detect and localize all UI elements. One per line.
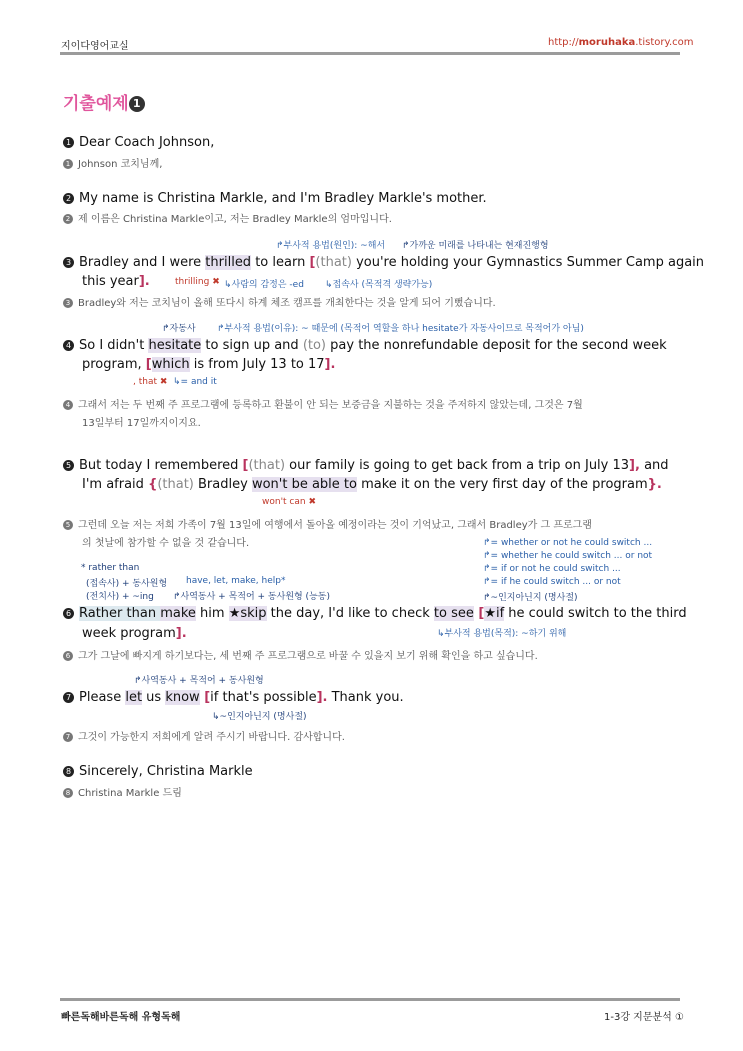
s4-note-reason: ↱부사적 용법(이유): ~ 때문에 (목적어 역할을 하나 hesitate가 자동사이므로 목적어가 아님) [217,324,584,334]
s6-note-if-1: ↱= if or not he could switch ... [483,564,621,574]
s6-note-whether-2: ↱= whether he could switch ... or not [483,551,653,561]
number-1-icon: 1 [63,137,74,148]
s6-note-prep: (전치사) + ~ing [86,592,154,602]
sentence-1-ko: 1 Johnson 코치님께, [63,155,162,170]
number-8-small-icon: 8 [63,788,73,798]
wrong-mark-icon: ✖ [159,377,168,387]
s7-note-causative: ↱사역동사 + 목적어 + 동사원형 [134,676,264,686]
s3-note-emotion: ↳사람의 감정은 -ed [224,280,304,290]
s3-note-thrilling: thrilling ✖ [175,277,220,287]
footer-rule [60,998,680,1001]
wrong-mark-icon: ✖ [308,497,317,507]
sentence-6-en-line2: week program]. [82,626,187,641]
number-badge-icon: 1 [129,96,145,112]
sentence-2-ko: 2 제 이름은 Christina Markle이고, 저는 Bradley Markle의 엄마입니다. [63,210,392,225]
s6-note-causative-verbs: have, let, make, help* [186,576,286,586]
header-rule [60,52,680,55]
footer-book-title: 빠른독해바른독해 유형독해 [61,1012,181,1023]
sentence-7-en: 7 Please let us know [if that's possible]. Thank you. [63,690,404,705]
number-5-icon: 5 [63,460,74,471]
number-4-small-icon: 4 [63,400,73,410]
sentence-7-ko: 7 그것이 가능한지 저희에게 알려 주시기 바랍니다. 감사합니다. [63,728,345,743]
s4-note-that: , that ✖ [133,377,168,387]
s3-note-conj: ↳접속사 (목적격 생략가능) [325,280,433,290]
s3-note-cause: ↱부사적 용법(원인): ~해서 [276,241,386,251]
sentence-1-en: 1 Dear Coach Johnson, [63,135,214,150]
number-6-small-icon: 6 [63,651,73,661]
number-4-icon: 4 [63,340,74,351]
s6-note-whether-1: ↱= whether or not he could switch ... [483,538,653,548]
sentence-3-en-line2: this year]. [82,274,150,289]
number-7-icon: 7 [63,692,74,703]
number-5-small-icon: 5 [63,520,73,530]
s4-note-intrans: ↱자동사 [162,324,196,334]
header-url[interactable]: http://moruhaka.tistory.com [548,37,694,48]
sentence-4-ko-line1: 4 그래서 저는 두 번째 주 프로그램에 등록하고 환불이 안 되는 보증금을 지불하는 것을 주저하지 않았는데, 그것은 7월 [63,396,583,411]
s6-note-rather-than: * rather than [81,563,140,573]
number-1-small-icon: 1 [63,159,73,169]
sentence-8-ko: 8 Christina Markle 드림 [63,784,182,799]
s4-note-and: ↳= and it [173,377,217,387]
number-3-icon: 3 [63,257,74,268]
number-3-small-icon: 3 [63,298,73,308]
sentence-3-en-line1: 3 Bradley and I were thrilled to learn [(that) you're holding your Gymnastics Summer Camp again [63,255,704,270]
sentence-8-en: 8 Sincerely, Christina Markle [63,764,253,779]
sentence-6-en-line1: 6 Rather than make him ★skip the day, I'd like to check to see [★if he could switch to the third [63,606,687,621]
sentence-5-en-line2: I'm afraid {(that) Bradley won't be able to make it on the very first day of the program}. [82,477,662,492]
s7-note-noun-clause: ↳~인지아닌지 (명사절) [212,712,307,722]
sentence-4-en-line2: program, [which is from July 13 to 17]. [82,357,336,372]
sentence-3-ko: 3 Bradley와 저는 코치님이 올해 또다시 하계 체조 캠프를 개최한다는 것을 알게 되어 기뻤습니다. [63,294,496,309]
sentence-2-en: 2 My name is Christina Markle, and I'm Bradley Markle's mother. [63,191,487,206]
sentence-4-en-line1: 4 So I didn't hesitate to sign up and (to) pay the nonrefundable deposit for the second week [63,338,667,353]
s6-note-noun-clause: ↱~인지아닌지 (명사절) [483,593,578,603]
footer-lesson: 1-3강 지문분석 ① [604,1012,684,1023]
s3-note-future: ↱가까운 미래를 나타내는 현재진행형 [402,241,549,251]
s5-note-wont: won't can ✖ [262,497,317,507]
sentence-4-ko-line2: 13일부터 17일까지이지요. [82,418,201,429]
sentence-6-ko: 6 그가 그날에 빠지게 하기보다는, 세 번째 주 프로그램으로 바꿀 수 있을지 보기 위해 확인을 하고 싶습니다. [63,647,538,662]
number-2-icon: 2 [63,193,74,204]
page-title: 기출예제 1 [63,89,145,114]
s6-note-purpose: ↳부사적 용법(목적): ~하기 위해 [437,629,567,639]
number-7-small-icon: 7 [63,732,73,742]
number-8-icon: 8 [63,766,74,777]
sentence-5-ko-line2: 의 첫날에 참가할 수 없을 것 같습니다. [82,538,250,549]
number-2-small-icon: 2 [63,214,73,224]
s6-note-causative: ↱사역동사 + 목적어 + 동사원형 (능동) [173,592,330,602]
sentence-5-en-line1: 5 But today I remembered [(that) our family is going to get back from a trip on July 13], and [63,458,669,473]
number-6-icon: 6 [63,608,74,619]
header-title: 지이다영어교실 [61,41,129,52]
s6-note-conj: (접속사) + 동사원형 [86,579,168,589]
sentence-5-ko-line1: 5 그런데 오늘 저는 저희 가족이 7월 13일에 여행에서 돌아올 예정이라는 것이 기억났고, 그래서 Bradley가 그 프로그램 [63,516,592,531]
s6-note-if-2: ↱= if he could switch ... or not [483,577,621,587]
wrong-mark-icon: ✖ [212,277,220,287]
